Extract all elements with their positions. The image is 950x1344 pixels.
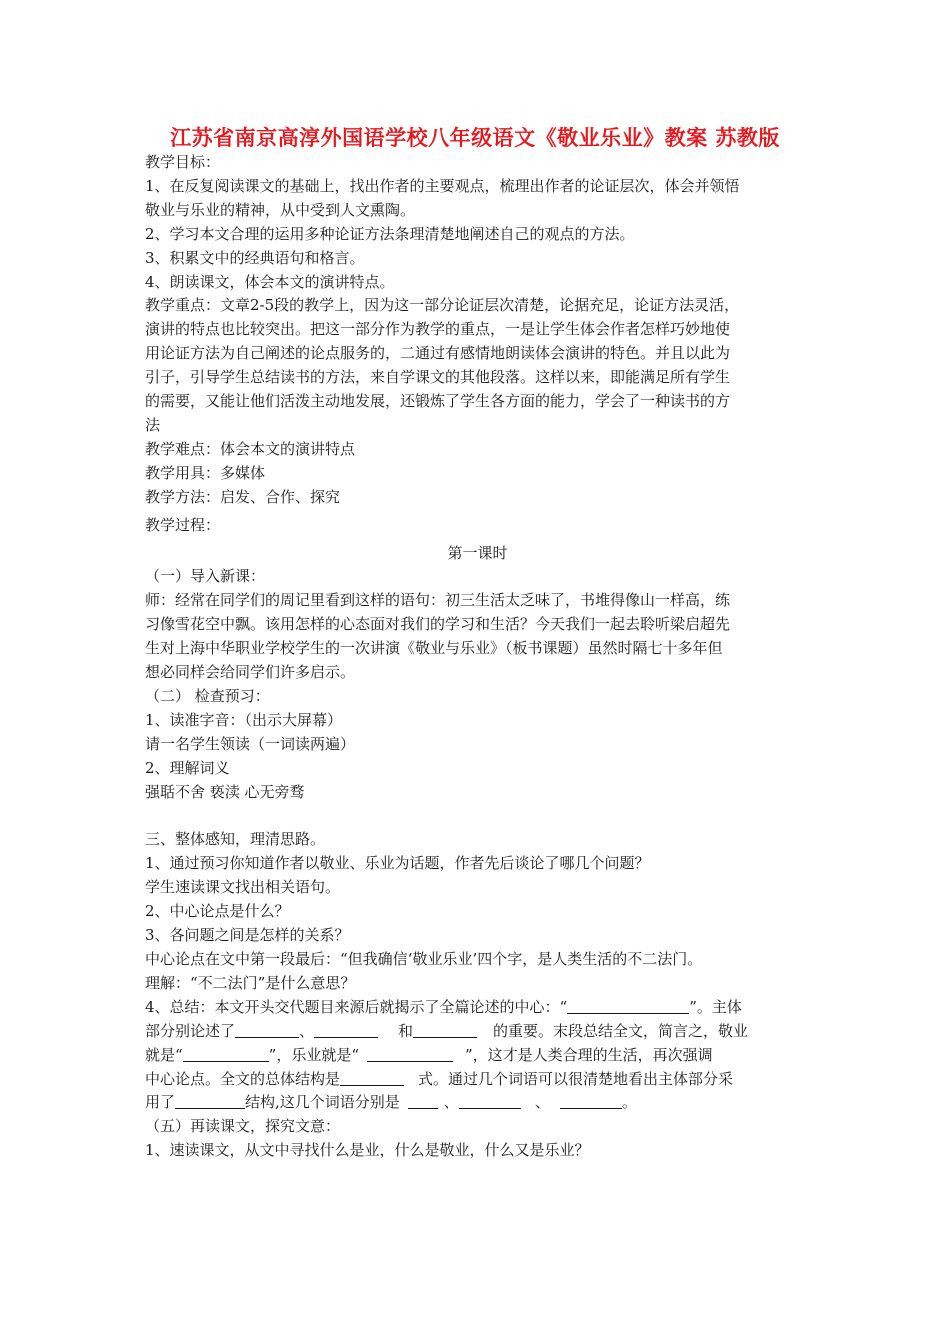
text-line: 请一名学生领读（一词读两遍） [145,734,356,753]
text-line: 理解：“不二法门”是什么意思？ [145,973,356,992]
text-line: 演讲的特点也比较突出。把这一部分作为教学的重点，一是让学生体会作者怎样巧妙地使 [145,320,731,339]
text-line: 想必同样会给同学们许多启示。 [145,663,356,682]
text-line: 生对上海中华职业学校学生的一次讲演《敬业与乐业》（板书课题）虽然时隔七十多年但 [145,639,723,658]
text-line: 1、读准字音：（出示大屏幕） [145,710,343,729]
fill-blank[interactable] [235,1020,299,1038]
text-line: 敬业与乐业的精神，从中受到人文熏陶。 [145,200,416,219]
summary-line: 部分别论述了 、 和 的重要。末段总结全文，简言之，敬业 [145,1021,749,1040]
process-heading: 教学过程： [145,515,221,534]
fill-blank[interactable] [567,996,689,1014]
section-heading: （一）导入新课： [145,567,266,586]
text-line: 1、在反复阅读课文的基础上，找出作者的主要观点，梳理出作者的论证层次，体会并领悟 [145,176,740,195]
difficulty-line: 教学难点：体会本文的演讲特点 [145,439,356,458]
fill-blank[interactable] [560,1091,622,1109]
vocabulary-line: 强聒不舍 亵渎 心无旁骛 [145,782,305,801]
fill-blank[interactable] [175,1091,245,1109]
text-line: 2、理解词义 [145,758,230,777]
text-line: 4、朗读课文，体会本文的演讲特点。 [145,272,395,291]
text-line: 2、学习本文合理的运用多种论证方法条理清楚地阐述自己的观点的方法。 [145,224,635,243]
summary-line: 4、总结：本文开头交代题目来源后就揭示了全篇论述的中心：“ ”。主体 [145,997,742,1016]
fill-blank[interactable] [459,1091,521,1109]
summary-line: 就是“ ”，乐业就是“ ”，这才是人类合理的生活，再次强调 [145,1045,713,1064]
key-points-line: 教学重点：文章2-5段的教学上，因为这一部分论证层次清楚，论据充足，论证方法灵活， [145,296,740,315]
section-heading: （二） 检查预习： [145,686,270,705]
section-heading: （五）再读课文，探究文意： [145,1117,341,1136]
objectives-heading: 教学目标： [145,153,221,171]
summary-line: 用了 结构,这几个词语分别是 、 、 。 [145,1093,637,1112]
fill-blank[interactable] [367,1044,453,1062]
text-line: 学生速读课文找出相关语句。 [145,878,341,897]
methods-line: 教学方法：启发、合作、探究 [145,487,341,506]
text-line: 法 [145,415,161,434]
text-line: 习像雪花空中飘。该用怎样的心态面对我们的学习和生活？今天我们一起去聆听梁启超先 [145,615,731,634]
document-title: 江苏省南京高淳外国语学校八年级语文《敬业乐业》教案 苏教版 [170,126,780,150]
text-line: 3、积累文中的经典语句和格言。 [145,248,365,267]
document-body [145,151,810,1163]
text-line: 1、通过预习你知道作者以敬业、乐业为话题，作者先后谈论了哪几个问题？ [145,854,650,873]
fill-blank[interactable] [183,1044,269,1062]
summary-line: 中心论点。全文的总体结构是 式。通过几个词语可以很清楚地看出主体部分采 [145,1069,734,1088]
lesson-heading: 第一课时 [447,543,508,562]
text-line: 3、各问题之间是怎样的关系？ [145,926,350,945]
text-line: 2、中心论点是什么？ [145,902,290,921]
text-line: 的需要，又能让他们活泼主动地发展，还锻炼了学生各方面的能力，学会了一种读书的方 [145,392,731,411]
text-line: 1、速读课文，从文中寻找什么是业，什么是敬业，什么又是乐业？ [145,1141,590,1160]
fill-blank[interactable] [408,1091,438,1109]
section-heading: 三、整体感知，理清思路。 [145,830,326,849]
tools-line: 教学用具：多媒体 [145,463,266,482]
text-line: 用论证方法为自己阐述的论点服务的，二通过有感情地朗读体会演讲的特色。并且以此为 [145,344,731,363]
text-line: 中心论点在文中第一段最后：“但我确信‘敬业乐业’四个字，是人类生活的不二法门。 [145,950,703,968]
text-line: 引子，引导学生总结读书的方法，来自学课文的其他段落。这样以来，即能满足所有学生 [145,368,731,387]
text-line: 师：经常在同学们的周记里看到这样的语句：初三生活太乏味了，书堆得像山一样高，练 [145,591,731,610]
fill-blank[interactable] [340,1068,404,1086]
fill-blank[interactable] [413,1020,477,1038]
fill-blank[interactable] [314,1020,378,1038]
